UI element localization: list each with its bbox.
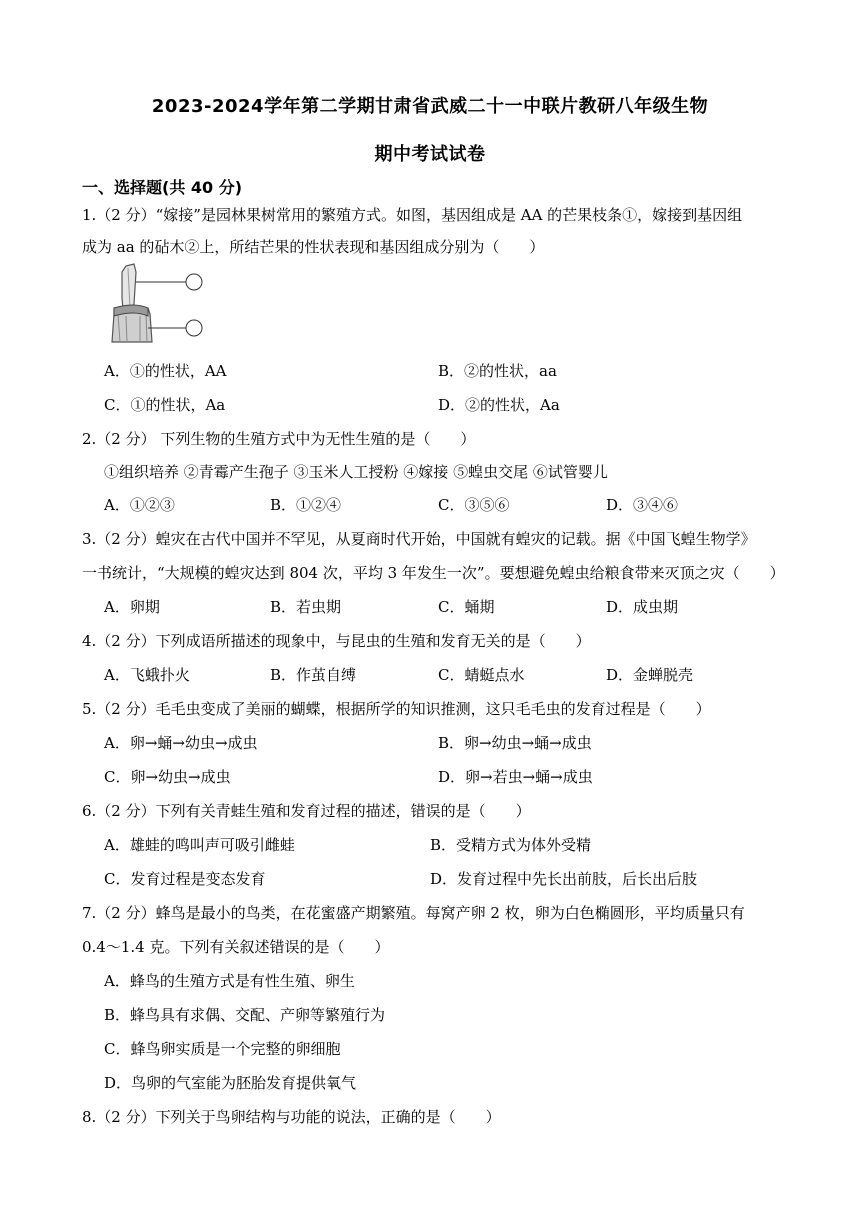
question-1-option-c: C．①的性状，Aa xyxy=(104,396,226,414)
question-7-text-cont: 0.4～1.4 克。下列有关叙述错误的是（ ） xyxy=(82,938,390,956)
question-3-option-c: C．蛹期 xyxy=(438,598,495,616)
question-6-text: 6.（2 分）下列有关青蛙生殖和发育过程的描述，错误的是（ ） xyxy=(82,802,531,820)
question-3-text-cont: 一书统计，“大规模的蝗灾达到 804 次，平均 3 年发生一次”。要想避免蝗虫给粮食带来灭顶之灾（ ） xyxy=(82,564,785,582)
question-1-option-d: D．②的性状，Aa xyxy=(438,396,560,414)
question-3-option-a: A．卵期 xyxy=(104,598,160,616)
question-4-option-d: D．金蝉脱壳 xyxy=(606,666,694,684)
question-6-option-a: A．雄蛙的鸣叫声可吸引雌蛙 xyxy=(104,836,295,854)
question-6-option-b: B．受精方式为体外受精 xyxy=(430,836,592,854)
page-subtitle: 期中考试试卷 xyxy=(374,144,486,165)
question-2-option-d: D．③④⑥ xyxy=(606,496,679,514)
question-8-text: 8.（2 分）下列关于鸟卵结构与功能的说法，正确的是（ ） xyxy=(82,1108,501,1126)
question-2-items: ①组织培养 ②青霉产生孢子 ③玉米人工授粉 ④嫁接 ⑤蝗虫交尾 ⑥试管婴儿 xyxy=(104,463,608,481)
question-6-option-c: C．发育过程是变态发育 xyxy=(104,870,266,888)
question-5-option-a: A．卵→蛹→幼虫→成虫 xyxy=(104,734,258,752)
question-6-option-d: D．发育过程中先长出前肢，后长出后肢 xyxy=(430,870,698,888)
question-4-option-b: B．作茧自缚 xyxy=(270,666,357,684)
grafting-figure xyxy=(100,258,220,346)
question-3-option-d: D．成虫期 xyxy=(606,598,679,616)
question-5-option-d: D．卵→若虫→蛹→成虫 xyxy=(438,768,593,786)
question-5-text: 5.（2 分）毛毛虫变成了美丽的蝴蝶，根据所学的知识推测，这只毛毛虫的发育过程是（ ） xyxy=(82,700,711,718)
question-7-option-a: A．蜂鸟的生殖方式是有性生殖、卵生 xyxy=(104,972,355,990)
question-2-option-b: B．①②④ xyxy=(270,496,342,514)
question-1-option-a: A．①的性状，AA xyxy=(104,362,227,380)
question-1-text-cont: 成为 aa 的砧木②上，所结芒果的性状表现和基因组成分别为（ ） xyxy=(82,238,545,256)
question-4-option-c: C．蜻蜓点水 xyxy=(438,666,525,684)
question-7-option-b: B．蜂鸟具有求偶、交配、产卵等繁殖行为 xyxy=(104,1006,386,1024)
question-4-option-a: A．飞蛾扑火 xyxy=(104,666,190,684)
question-7-text: 7.（2 分）蜂鸟是最小的鸟类，在花蜜盛产期繁殖。每窝产卵 2 枚，卵为白色椭圆形，平均质量只有 xyxy=(82,904,745,922)
question-2-option-a: A．①②③ xyxy=(104,496,175,514)
question-7-option-c: C．蜂鸟卵实质是一个完整的卵细胞 xyxy=(104,1040,341,1058)
question-3-option-b: B．若虫期 xyxy=(270,598,342,616)
question-5-option-c: C．卵→幼虫→成虫 xyxy=(104,768,231,786)
section-heading: 一、选择题(共 40 分) xyxy=(82,178,243,197)
question-7-option-d: D．鸟卵的气室能为胚胎发育提供氧气 xyxy=(104,1074,357,1092)
question-2-text: 2.（2 分） 下列生物的生殖方式中为无性生殖的是（ ） xyxy=(82,430,476,448)
question-2-option-c: C．③⑤⑥ xyxy=(438,496,510,514)
question-4-text: 4.（2 分）下列成语所描述的现象中，与昆虫的生殖和发育无关的是（ ） xyxy=(82,632,591,650)
page-title: 2023-2024学年第二学期甘肃省武威二十一中联片教研八年级生物 xyxy=(151,96,709,117)
question-1-text: 1.（2 分）“嫁接”是园林果树常用的繁殖方式。如图，基因组成是 AA 的芒果枝条①，嫁接到基因组 xyxy=(82,206,743,224)
question-3-text: 3.（2 分）蝗灾在古代中国并不罕见，从夏商时代开始，中国就有蝗灾的记载。据《中国飞蝗生物学》 xyxy=(82,530,756,548)
question-1-option-b: B．②的性状，aa xyxy=(438,362,557,380)
question-5-option-b: B．卵→幼虫→蛹→成虫 xyxy=(438,734,592,752)
